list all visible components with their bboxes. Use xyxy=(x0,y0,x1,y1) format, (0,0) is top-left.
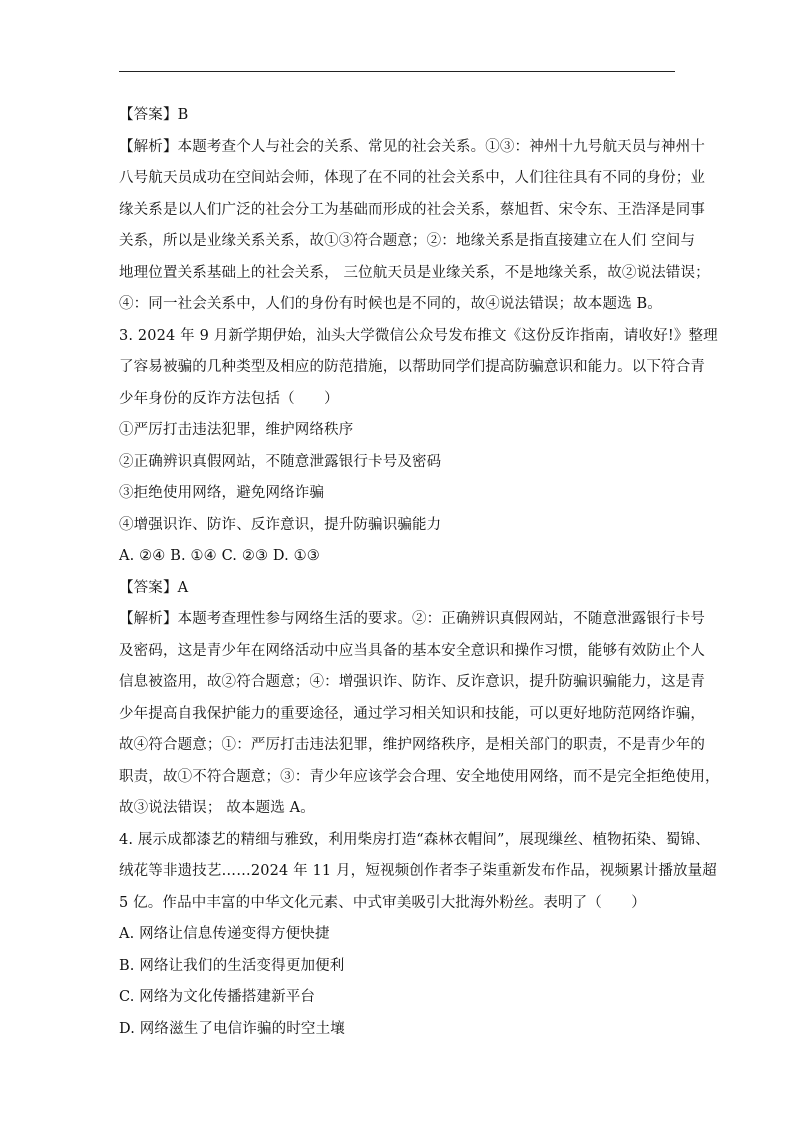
q2-answer: 【答案】B xyxy=(119,107,189,123)
document-body xyxy=(119,100,720,1045)
q4-option: A. 网络让信息传递变得方便快捷 xyxy=(119,926,330,942)
q4-stem-line: 5 亿。作品中丰富的中华文化元素、中式审美吸引大批海外粉丝。表明了（ ） xyxy=(119,894,646,911)
q3-stem-line: 少年身份的反诈方法包括（ ） xyxy=(119,390,339,407)
q2-analysis-line: ④：同一社会关系中，人们的身份有时候也是不同的，故④说法错误；故本题选 B。 xyxy=(119,296,662,312)
q3-option: ②正确辨识真假网站，不随意泄露银行卡号及密码 xyxy=(119,453,442,470)
q3-analysis-line: 【解析】本题考查理性参与网络生活的要求。②：正确辨识真假网站，不随意泄露银行卡号 xyxy=(119,611,705,627)
q3-analysis-line: 职责，故①不符合题意；③：青少年应该学会合理、安全地使用网络，而不是完全拒绝使用， xyxy=(119,768,720,785)
q4-option: B. 网络让我们的生活变得更加便利 xyxy=(119,957,345,974)
q3-analysis-line: 故③说法错误； 故本题选 A。 xyxy=(119,800,315,816)
q3-analysis-line: 及密码，这是青少年在网络活动中应当具备的基本安全意识和操作习惯，能够有效防止个人 xyxy=(119,642,705,659)
q3-option: ③拒绝使用网络，避免网络诈骗 xyxy=(119,485,325,501)
q4-option: C. 网络为文化传播搭建新平台 xyxy=(119,989,316,1005)
q2-analysis-line: 八号航天员成功在空间站会师，体现了在不同的社会关系中，人们往往具有不同的身份；业 xyxy=(119,170,705,186)
q3-analysis-line: 信息被盗用，故②符合题意；④：增强识诈、防诈、反诈意识，提升防骗识骗能力，这是青 xyxy=(119,674,705,690)
q4-stem-line: 4. 展示成都漆艺的精细与雅致，利用柴房打造“森林衣帽间”，展现缫丝、植物拓染、蜀锦、 xyxy=(119,831,710,848)
q4-option: D. 网络滋生了电信诈骗的时空土壤 xyxy=(119,1020,345,1037)
q2-analysis-line: 地理位置关系基础上的社会关系， 三位航天员是业缘关系，不是地缘关系，故②说法错误； xyxy=(119,264,710,281)
q3-stem-line: 了容易被骗的几种类型及相应的防范措施，以帮助同学们提高防骗意识和能力。以下符合青 xyxy=(119,359,705,375)
q2-analysis-line: 关系，所以是业缘关系关系，故①③符合题意；②：地缘关系是指直接建立在人们 空间与 xyxy=(119,233,696,249)
q3-choices: A. ②④ B. ①④ C. ②③ D. ①③ xyxy=(119,548,320,564)
header-rule xyxy=(119,71,675,72)
q3-answer: 【答案】A xyxy=(119,579,189,596)
q4-stem-line: 绒花等非遗技艺……2024 年 11 月，短视频创作者李子柒重新发布作品，视频累计播放量超 xyxy=(119,863,717,879)
q3-option: ④增强识诈、防诈、反诈意识，提升防骗识骗能力 xyxy=(119,516,442,533)
q2-analysis-line: 缘关系是以人们广泛的社会分工为基础而形成的社会关系，蔡旭哲、宋令东、王浩泽是同事 xyxy=(119,201,705,218)
q3-stem-line: 3. 2024 年 9 月新学期伊始，汕头大学微信公众号发布推文《这份反诈指南，请收好!》整理 xyxy=(119,327,718,344)
q3-analysis-line: 少年提高自我保护能力的重要途径，通过学习相关知识和技能，可以更好地防范网络诈骗， xyxy=(119,705,705,722)
q2-analysis-line: 【解析】本题考查个人与社会的关系、常见的社会关系。①③：神州十九号航天员与神州十 xyxy=(119,138,705,155)
q3-option: ①严厉打击违法犯罪，维护网络秩序 xyxy=(119,422,354,438)
q3-analysis-line: 故④符合题意；①：严厉打击违法犯罪，维护网络秩序，是相关部门的职责，不是青少年的 xyxy=(119,737,705,753)
